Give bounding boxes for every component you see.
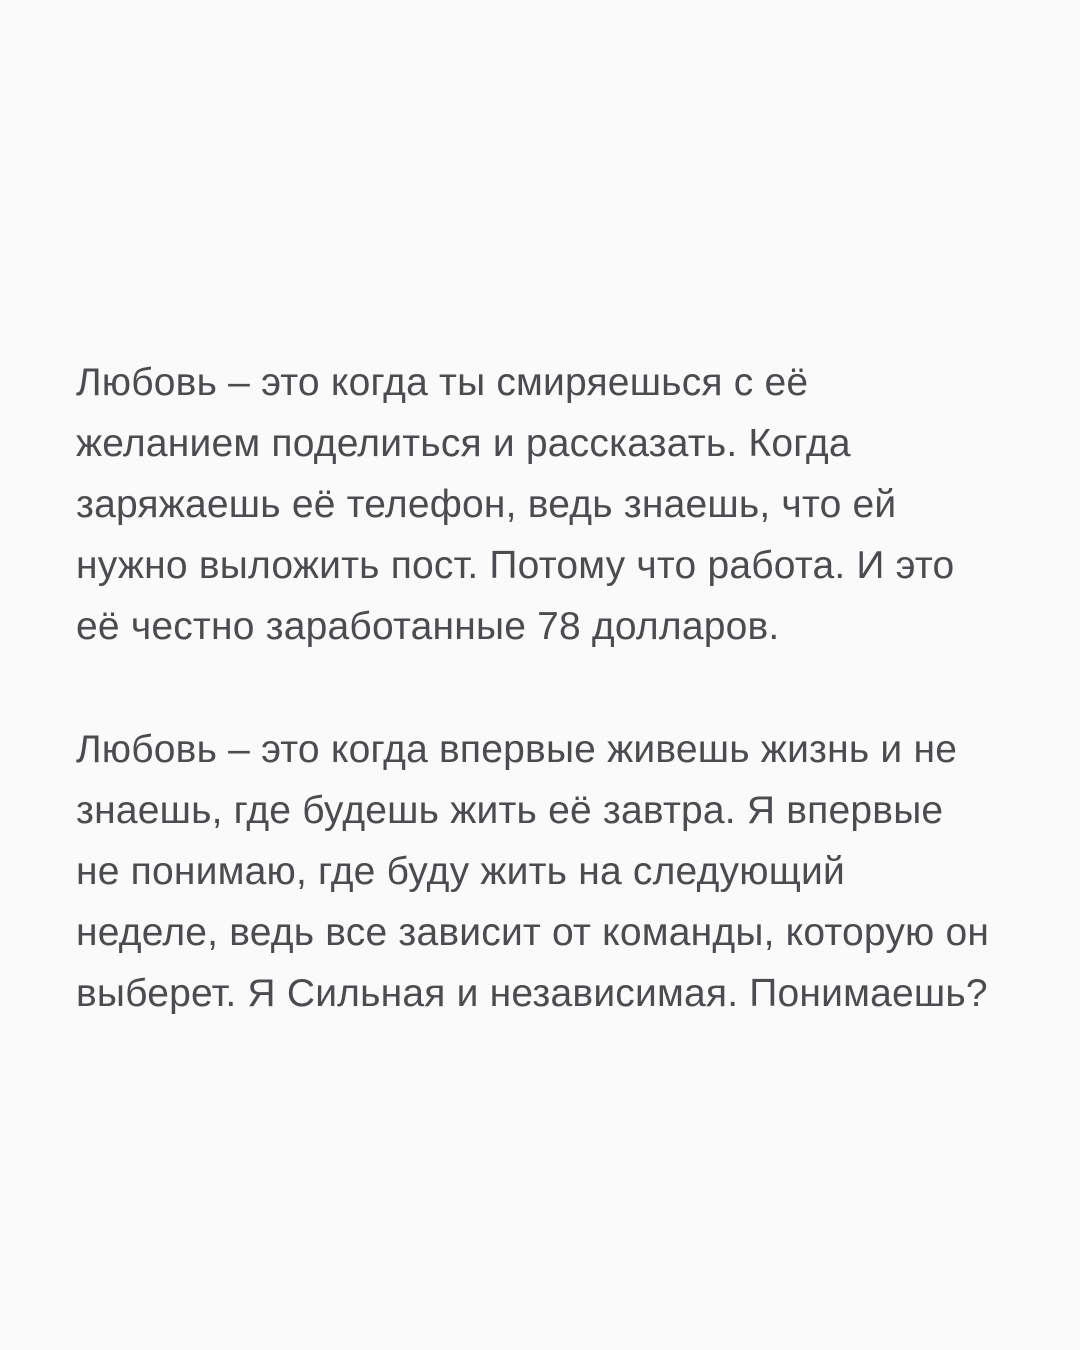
quote-paragraph-2: Любовь – это когда впервые живешь жизнь и не знаешь, где будешь жить её завтра. Я впервые не понимаю, где буду жить на следующий неделе, ведь все зависит от команды, которую он выберет. Я Сильная и независимая. Понимаешь? <box>76 728 990 1015</box>
quote-paragraph-1: Любовь – это когда ты смиряешься с её желанием поделиться и рассказать. Когда заряжаешь её телефон, ведь знаешь, что ей нужно выложить пост. Потому что работа. И это её честно заработанные 78 долларов. <box>76 361 955 648</box>
